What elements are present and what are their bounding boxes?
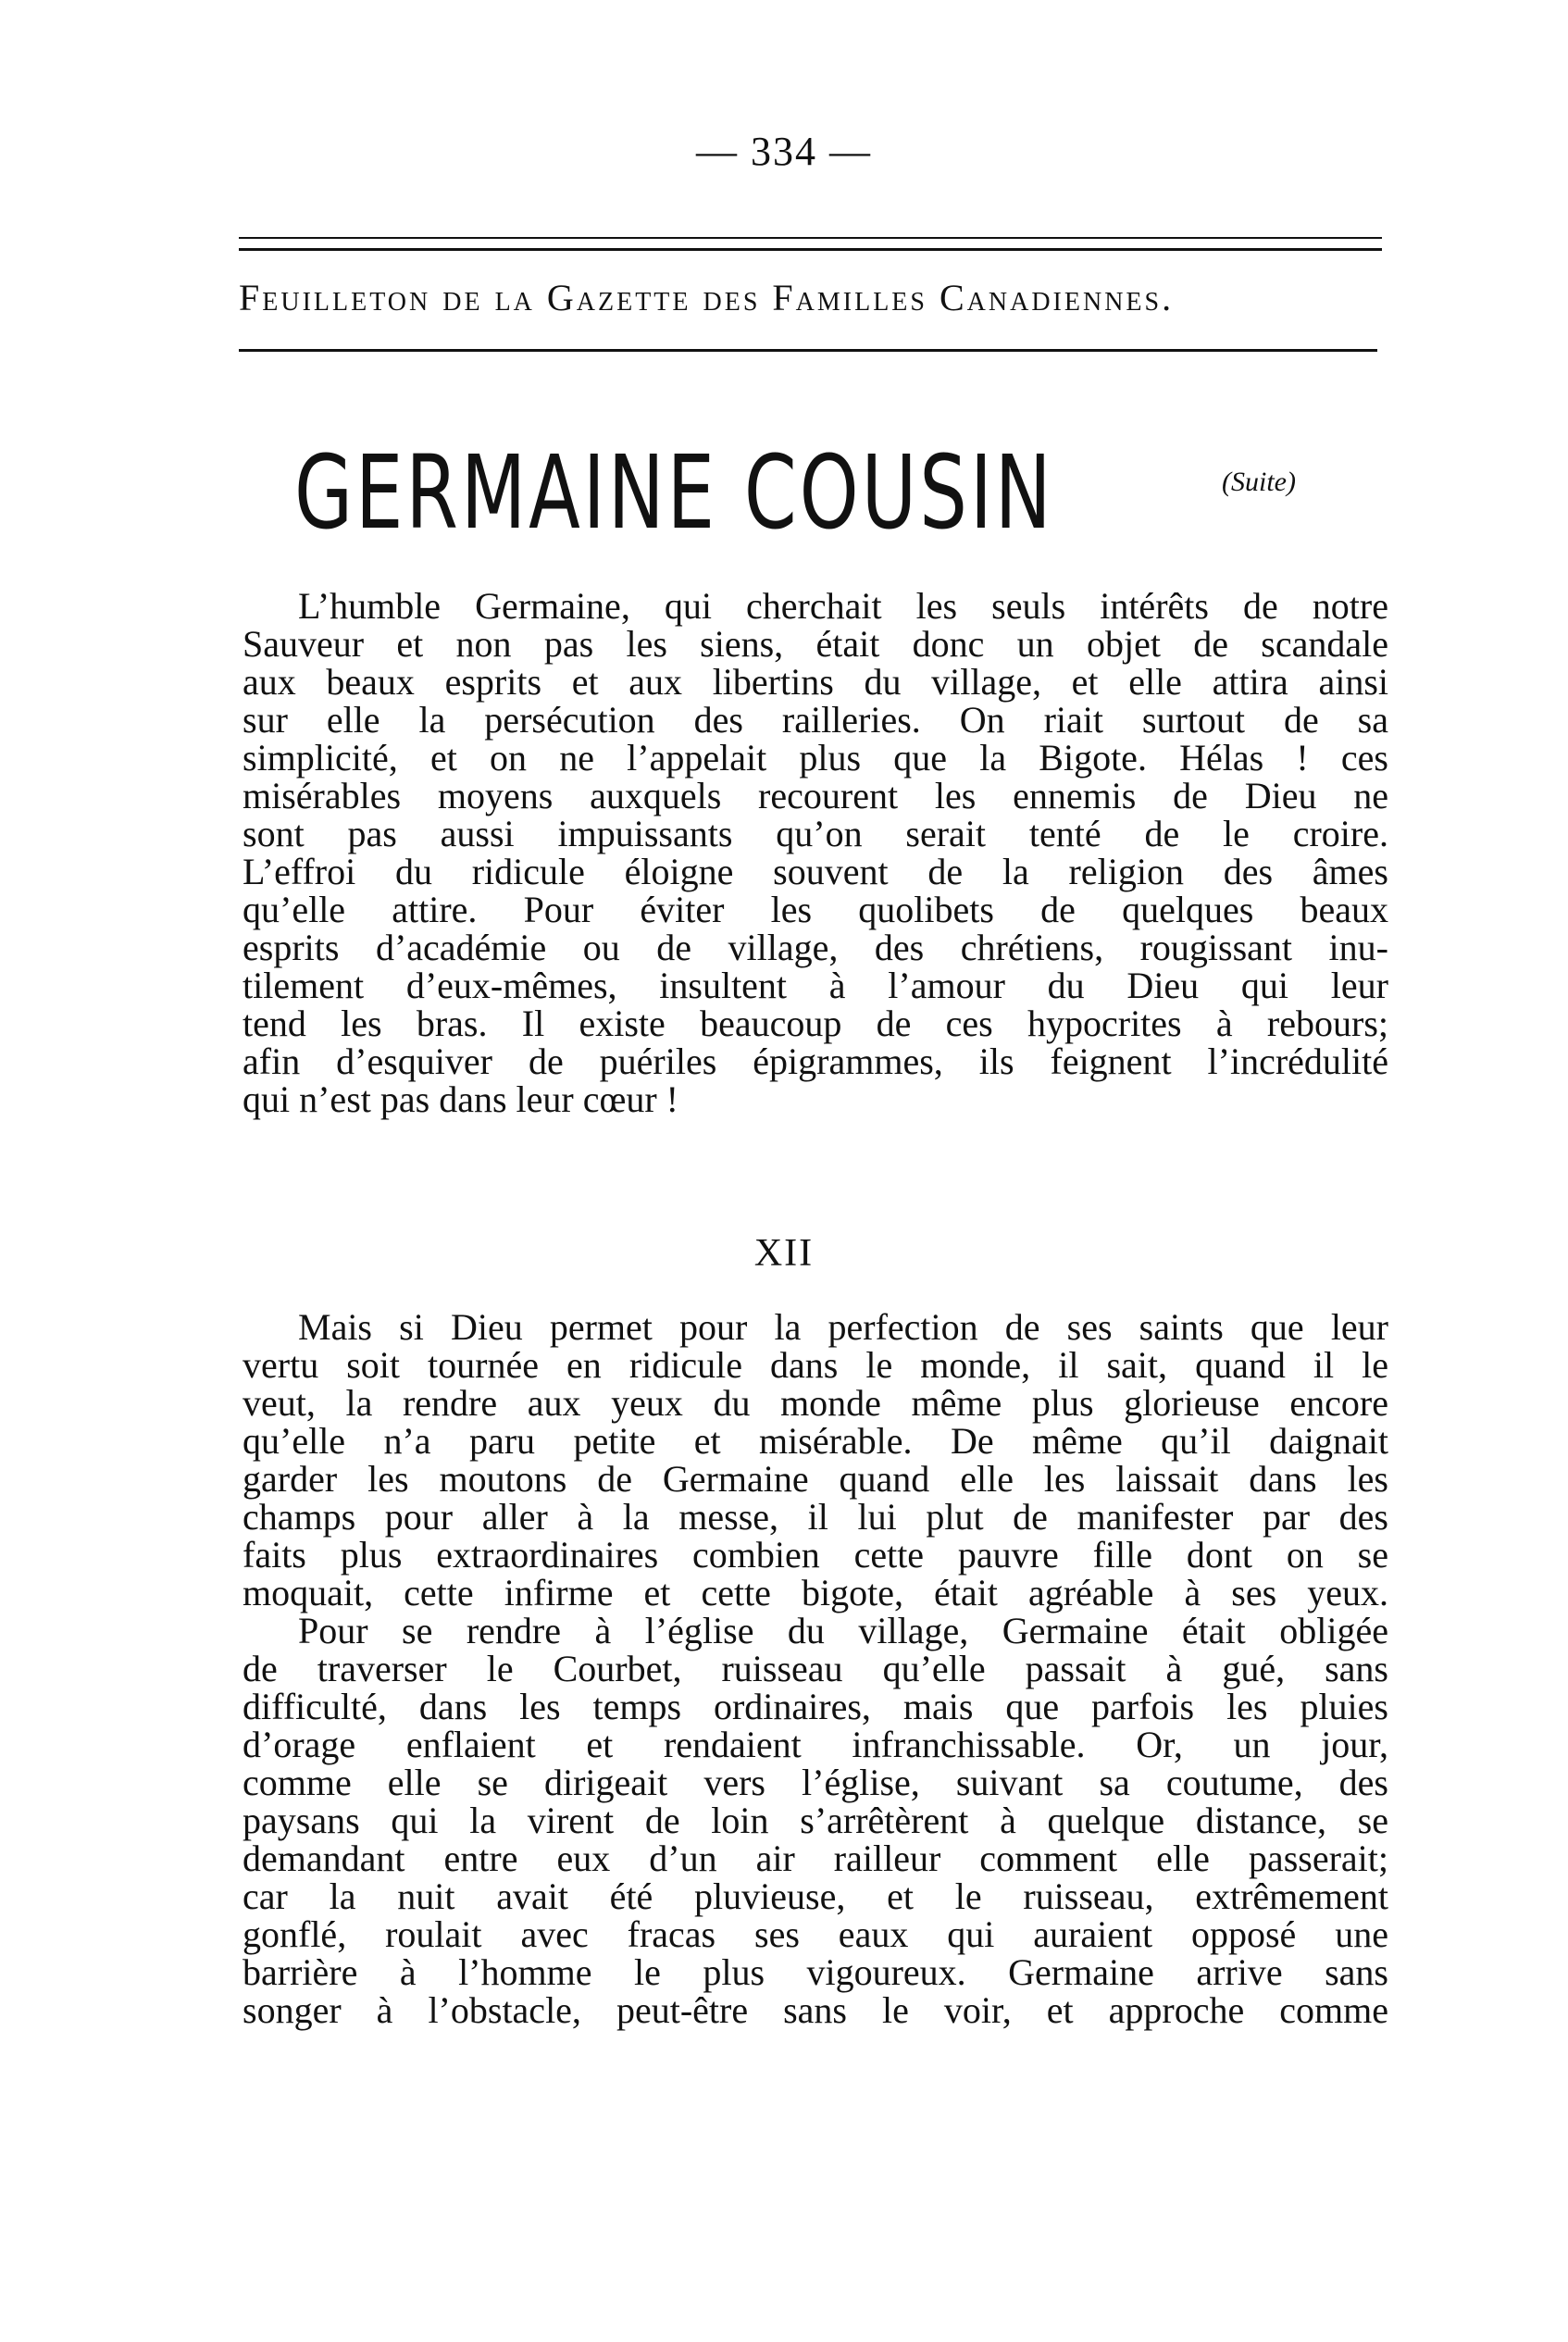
text-line: esprits d’académie ou de village, des chrétiens, rougissant inu- xyxy=(243,927,1388,968)
text-line: simplicité, et on ne l’appelait plus que la Bigote. Hélas ! ces xyxy=(243,737,1388,779)
text-line: tend les bras. Il existe beaucoup de ces hypocrites à rebours; xyxy=(243,1003,1388,1044)
paragraph-2 xyxy=(243,1308,1388,2029)
text-line: sur elle la persécution des railleries. On riait surtout de sa xyxy=(243,699,1388,741)
title-suffix: (Suite) xyxy=(1222,467,1296,497)
text-line: de traverser le Courbet, ruisseau qu’elle passait à gué, sans xyxy=(243,1648,1388,1689)
text-line: vertu soit tournée en ridicule dans le monde, il sait, quand il le xyxy=(243,1344,1388,1386)
text-line: car la nuit avait été pluvieuse, et le ruisseau, extrêmement xyxy=(243,1875,1388,1917)
text-line: Sauveur et non pas les siens, était donc un objet de scandale xyxy=(243,623,1388,665)
text-line: difficulté, dans les temps ordinaires, mais que parfois les pluies xyxy=(243,1686,1388,1727)
text-line: paysans qui la virent de loin s’arrêtèrent à quelque distance, se xyxy=(243,1800,1388,1841)
text-line: gonflé, roulait avec fracas ses eaux qui auraient opposé une xyxy=(243,1913,1388,1955)
header-rule-bottom xyxy=(239,349,1377,352)
text-line: Pour se rendre à l’église du village, Germaine était obligée xyxy=(298,1610,1388,1651)
page-number: — 334 — xyxy=(696,129,872,174)
text-line: L’humble Germaine, qui cherchait les seuls intérêts de notre xyxy=(298,585,1388,627)
text-line: songer à l’obstacle, peut-être sans le voir, et approche comme xyxy=(243,1989,1388,2031)
text-line: champs pour aller à la messe, il lui plut de manifester par des xyxy=(243,1496,1388,1538)
text-line: qu’elle attire. Pour éviter les quolibets de quelques beaux xyxy=(243,889,1388,930)
paragraph-1 xyxy=(243,587,1388,1118)
title-row xyxy=(294,433,1405,552)
text-line: moquait, cette infirme et cette bigote, était agréable à ses yeux. xyxy=(243,1572,1388,1613)
text-line: tilement d’eux-mêmes, insultent à l’amour du Dieu qui leur xyxy=(243,965,1388,1006)
text-line: garder les moutons de Germaine quand elle les laissait dans les xyxy=(243,1458,1388,1500)
text-line: qui n’est pas dans leur cœur ! xyxy=(243,1078,678,1120)
header-rule-top xyxy=(239,237,1382,239)
text-line: misérables moyens auxquels recourent les ennemis de Dieu ne xyxy=(243,775,1388,816)
text-line: sont pas aussi impuissants qu’on serait tenté de le croire. xyxy=(243,813,1388,854)
text-line: Mais si Dieu permet pour la perfection de ses saints que leur xyxy=(298,1306,1388,1348)
section-heading: XII xyxy=(753,1232,815,1275)
text-line: faits plus extraordinaires combien cette pauvre fille dont on se xyxy=(243,1534,1388,1576)
text-line: veut, la rendre aux yeux du monde même plus glorieuse encore xyxy=(243,1382,1388,1424)
chapter-title: GERMAINE COUSIN xyxy=(294,433,1054,552)
header-rule-top-double xyxy=(239,248,1382,251)
text-line: demandant entre eux d’un air railleur comment elle passerait; xyxy=(243,1837,1388,1879)
text-line: barrière à l’homme le plus vigoureux. Germaine arrive sans xyxy=(243,1951,1388,1993)
text-line: comme elle se dirigeait vers l’église, suivant sa coutume, des xyxy=(243,1762,1388,1803)
feuilleton-header: Feuilleton de la Gazette des Familles Canadiennes. xyxy=(239,277,1175,318)
text-line: afin d’esquiver de puériles épigrammes, ils feignent l’incrédulité xyxy=(243,1040,1388,1082)
text-line: aux beaux esprits et aux libertins du village, et elle attira ainsi xyxy=(243,661,1388,703)
text-line: qu’elle n’a paru petite et misérable. De même qu’il daignait xyxy=(243,1420,1388,1462)
text-line: d’orage enflaient et rendaient infranchissable. Or, un jour, xyxy=(243,1724,1388,1765)
text-line: L’effroi du ridicule éloigne souvent de la religion des âmes xyxy=(243,851,1388,892)
